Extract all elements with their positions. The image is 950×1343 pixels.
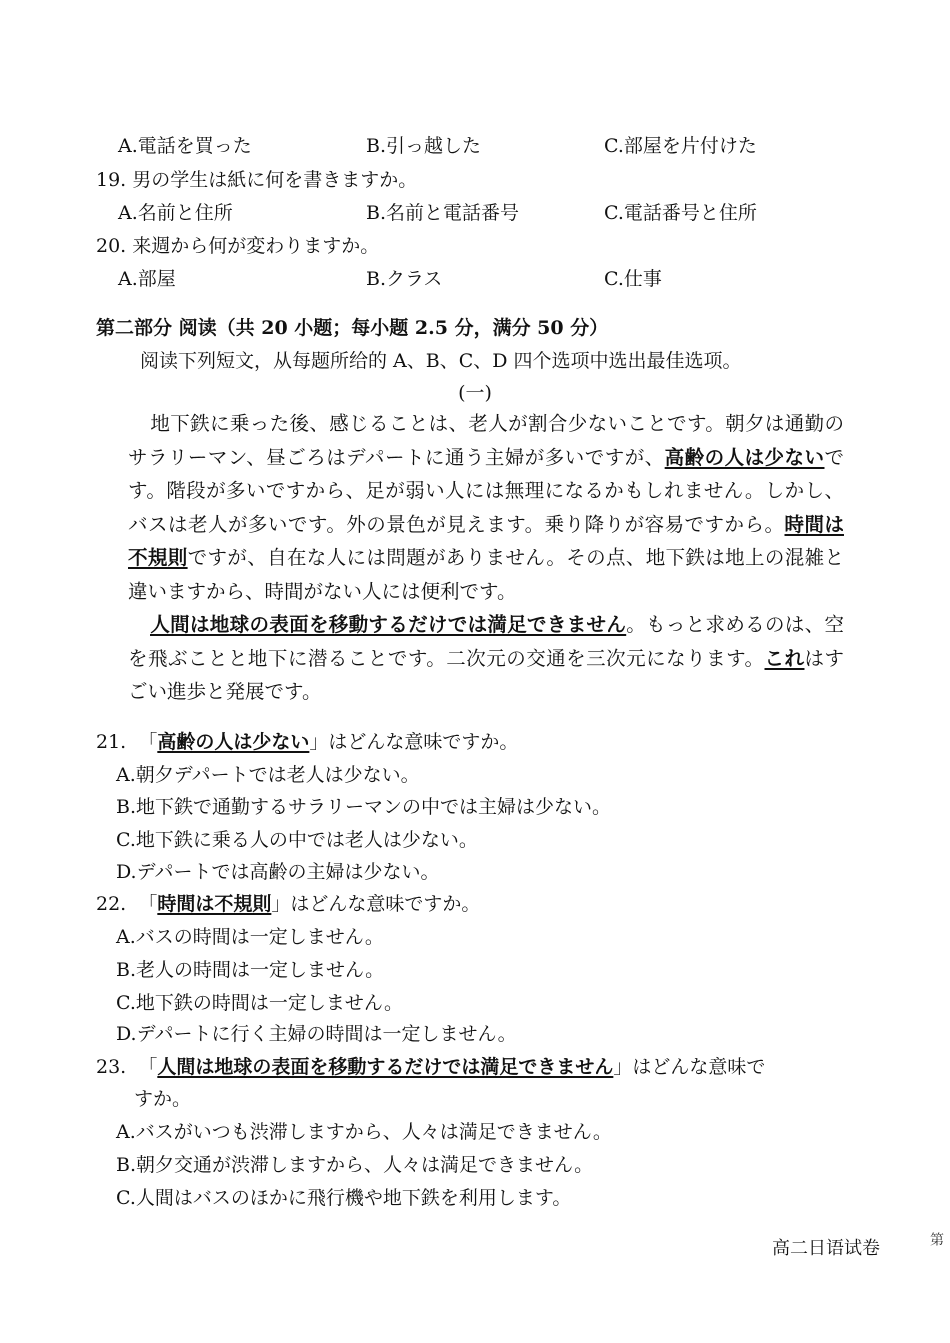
q20-option-a: A.部屋 (118, 268, 176, 290)
q20-option-c: C.仕事 (604, 268, 662, 290)
q21-option-a: A.朝夕デパートでは老人は少ない。 (116, 764, 420, 786)
question-number: 23. (96, 1056, 127, 1078)
q18-option-c: C.部屋を片付けた (604, 135, 757, 157)
quoted-phrase: 高齢の人は少ない (157, 731, 310, 753)
question-tail: 」はどんな意味ですか。 (309, 731, 519, 753)
q18-option-b: B.引っ越した (366, 135, 482, 157)
passage-text: 。もっと求めるのは、空を飛ぶことと地下に潜ることです。二次元の交通を三次元になります。 (128, 613, 844, 670)
passage-paragraph-1 (128, 407, 844, 608)
underlined-phrase: これ (764, 646, 805, 670)
passage-text: です。階段が多いですから、足が弱い人には無理になるかもしれません。しかし、バスは老人が多いです。外の景色が見えます。乗り降りが容易ですから。 (128, 445, 844, 536)
q21-option-d: D.デパートでは高齢の主婦は少ない。 (116, 861, 440, 883)
q23-option-c: C.人間はバスのほかに飛行機や地下鉄を利用します。 (116, 1187, 572, 1209)
q23-option-b: B.朝夕交通が渋滞しますから、人々は満足できません。 (116, 1154, 594, 1176)
quote-open: 「 (138, 1056, 158, 1078)
q19-option-b: B.名前と電話番号 (366, 202, 520, 224)
q19-option-c: C.電話番号と住所 (604, 202, 757, 224)
underlined-phrase: 高齢の人は少ない (664, 445, 825, 469)
quote-open: 「 (138, 893, 158, 915)
q21-option-b: B.地下鉄で通勤するサラリーマンの中では主婦は少ない。 (116, 796, 612, 818)
q19-stem: 19. 男の学生は紙に何を書きますか。 (96, 169, 418, 191)
quoted-phrase: 人間は地球の表面を移動するだけでは満足できません (157, 1056, 614, 1078)
q23-stem (96, 1052, 765, 1079)
q20-stem: 20. 来週から何が変わりますか。 (96, 235, 380, 257)
section-heading: 第二部分 阅读（共 20 小题；每小题 2.5 分，满分 50 分） (96, 317, 609, 339)
section-instruction: 阅读下列短文，从每题所给的 A、B、C、D 四个选项中选出最佳选项。 (140, 350, 742, 372)
footer-label: 高二日语试卷 (772, 1238, 880, 1259)
quote-open: 「 (138, 731, 158, 753)
question-tail: 」はどんな意味ですか。 (271, 893, 481, 915)
q22-option-d: D.デパートに行く主婦の時間は一定しません。 (116, 1023, 517, 1045)
q23-stem-continued: すか。 (134, 1088, 192, 1110)
q18-option-a: A.電話を買った (118, 135, 252, 157)
passage-number: (一) (458, 382, 492, 404)
passage-text: ですが、自在な人には問題がありません。その点、地下鉄は地上の混雑と違いますから、時間がない人には便利です。 (128, 546, 844, 603)
q22-option-b: B.老人の時間は一定しません。 (116, 959, 385, 981)
q21-option-c: C.地下鉄に乗る人の中では老人は少ない。 (116, 829, 478, 851)
passage-paragraph-2 (128, 608, 844, 709)
q22-stem (96, 889, 480, 916)
q22-option-c: C.地下鉄の時間は一定しません。 (116, 992, 404, 1014)
underlined-phrase: 時間は不規則 (128, 512, 844, 569)
q20-option-b: B.クラス (366, 268, 443, 290)
footer-page-edge: 第 (928, 1232, 944, 1246)
q19-option-a: A.名前と住所 (118, 202, 233, 224)
q22-option-a: A.バスの時間は一定しません。 (116, 926, 384, 948)
passage-text: 地下鉄に乗った後、感じることは、老人が割合少ないことです。朝夕は通勤のサラリーマン、昼ごろはデパートに通う主婦が多いですが、 (128, 412, 844, 469)
quoted-phrase: 時間は不規則 (157, 893, 272, 915)
question-number: 21. (96, 731, 127, 753)
q23-option-a: A.バスがいつも渋滞しますから、人々は満足できません。 (116, 1121, 612, 1143)
question-number: 22. (96, 893, 127, 915)
question-tail: 」はどんな意味で (613, 1056, 766, 1078)
q21-stem (96, 727, 518, 754)
passage-text: はすごい進歩と発展です。 (128, 646, 844, 703)
underlined-phrase: 人間は地球の表面を移動するだけでは満足できません (150, 613, 627, 636)
